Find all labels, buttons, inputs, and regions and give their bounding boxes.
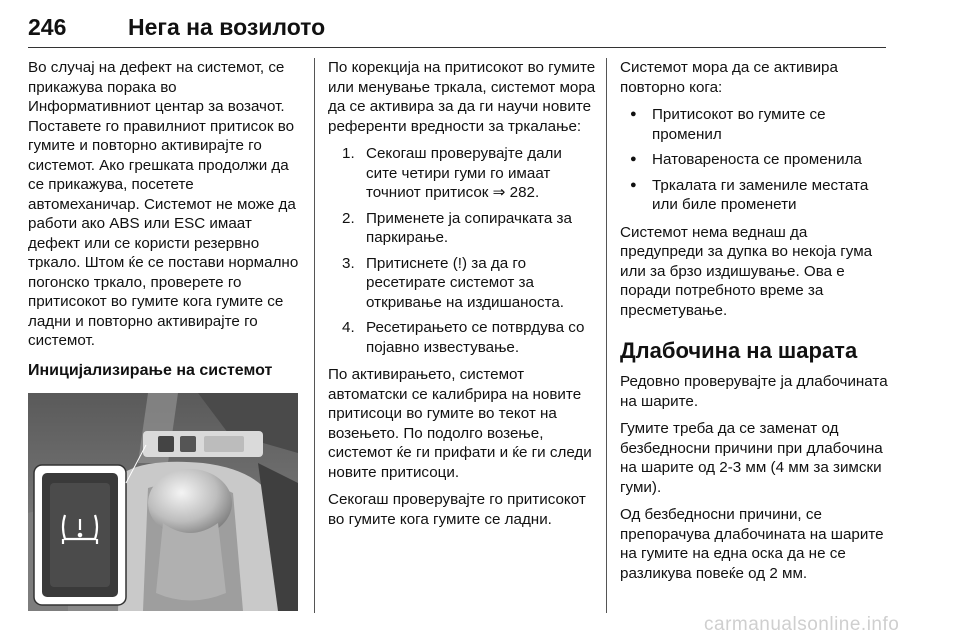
list-item: ● Тркалата ги замениле местата или биле променети — [620, 176, 890, 215]
step-item: 2. Применете ја сопирачката за паркирање. — [342, 209, 572, 246]
tread-replacement-paragraph: Гумите треба да се заменат од безбедносни причини при длабочина на шарите од 2-3 мм (4 мм за зимски гуми). — [620, 420, 883, 496]
cross-reference-arrow-icon: ⇒ — [492, 184, 506, 201]
initialization-steps — [328, 144, 596, 357]
reactivation-conditions — [620, 105, 890, 215]
page-number: 246 — [28, 14, 67, 40]
step-number: 3. — [342, 254, 355, 272]
malfunction-paragraph: Во случај на дефект на системот, се прикажува порака во Информативниот центар за возачот. Поставете го правилниот притисок во гумите и повторно активирајте го системот. Ако грешката продолжи да се прикажува, посетете автомеханичар. Системот не може да работи ако ABS или ESC имаат дефект или се користи резервно тркало. Штом ќе се постави нормално погонско тркало, проверете го притисокот во гумите кога гумите се ладни и повторно активирајте го системот. — [28, 59, 299, 349]
page-reference[interactable]: 282. — [509, 184, 540, 201]
step-item: 1. Секогаш проверувајте дали сите четири гуми го имаат точниот притисок ⇒ 282. — [342, 145, 562, 201]
chapter-title: Нега на возилото — [128, 14, 326, 40]
header-divider — [28, 47, 886, 48]
step-item: 3. Притиснете (!) за да го ресетирате системот за откривање на издишаноста. — [342, 254, 565, 311]
page-header — [28, 14, 888, 50]
step-number: 4. — [342, 319, 355, 336]
step-number: 2. — [342, 209, 355, 227]
column-divider-1 — [314, 58, 315, 613]
step-item: 4. Ресетирањето се потврдува со појавно известување. — [342, 319, 585, 356]
watermark: carmanualsonline.info — [704, 614, 900, 635]
column-left — [28, 58, 300, 390]
tread-depth-heading: Длабочина на шарата — [620, 338, 858, 363]
recalibration-intro: По корекција на притисокот во гумите или менување тркала, системот мора да се активира за да ги научи новите референти вредности за тркалање: — [328, 59, 596, 135]
calibration-paragraph: По активирањето, системот автоматски се калибрира на новите притисоци во гумите во текот на возењето. По подолго возење, системот ќе ги прифати и ќе ги следи новите притисоци. — [328, 366, 592, 481]
tpms-button-photo — [28, 393, 298, 611]
column-divider-2 — [606, 58, 607, 613]
reactivation-intro: Системот мора да се активира повторно кога: — [620, 59, 838, 96]
tire-pressure-inline-icon: (!) — [452, 254, 468, 272]
tread-check-paragraph: Редовно проверувајте ја длабочината на шарите. — [620, 373, 888, 410]
list-item: ● Притисокот во гумите се променил — [620, 105, 890, 144]
step-number: 1. — [342, 145, 355, 162]
column-right — [620, 58, 890, 591]
warning-limitation-paragraph: Системот нема веднаш да предупреди за дупка во некоја гума или за брзо издишување. Ова е поради потребното време за пресметување. — [620, 223, 873, 319]
column-middle — [328, 58, 596, 537]
initialization-heading: Иницијализирање на системот — [28, 361, 273, 379]
list-item: ● Натовареноста се променила — [620, 150, 890, 170]
console-illustration — [28, 393, 298, 611]
cold-tires-note: Секогаш проверувајте го притисокот во гумите кога гумите се ладни. — [328, 491, 586, 528]
tread-difference-paragraph: Од безбедносни причини, се препорачува длабочината на шарите на гумите на една оска да не се разликува повеќе од 2 мм. — [620, 506, 884, 582]
